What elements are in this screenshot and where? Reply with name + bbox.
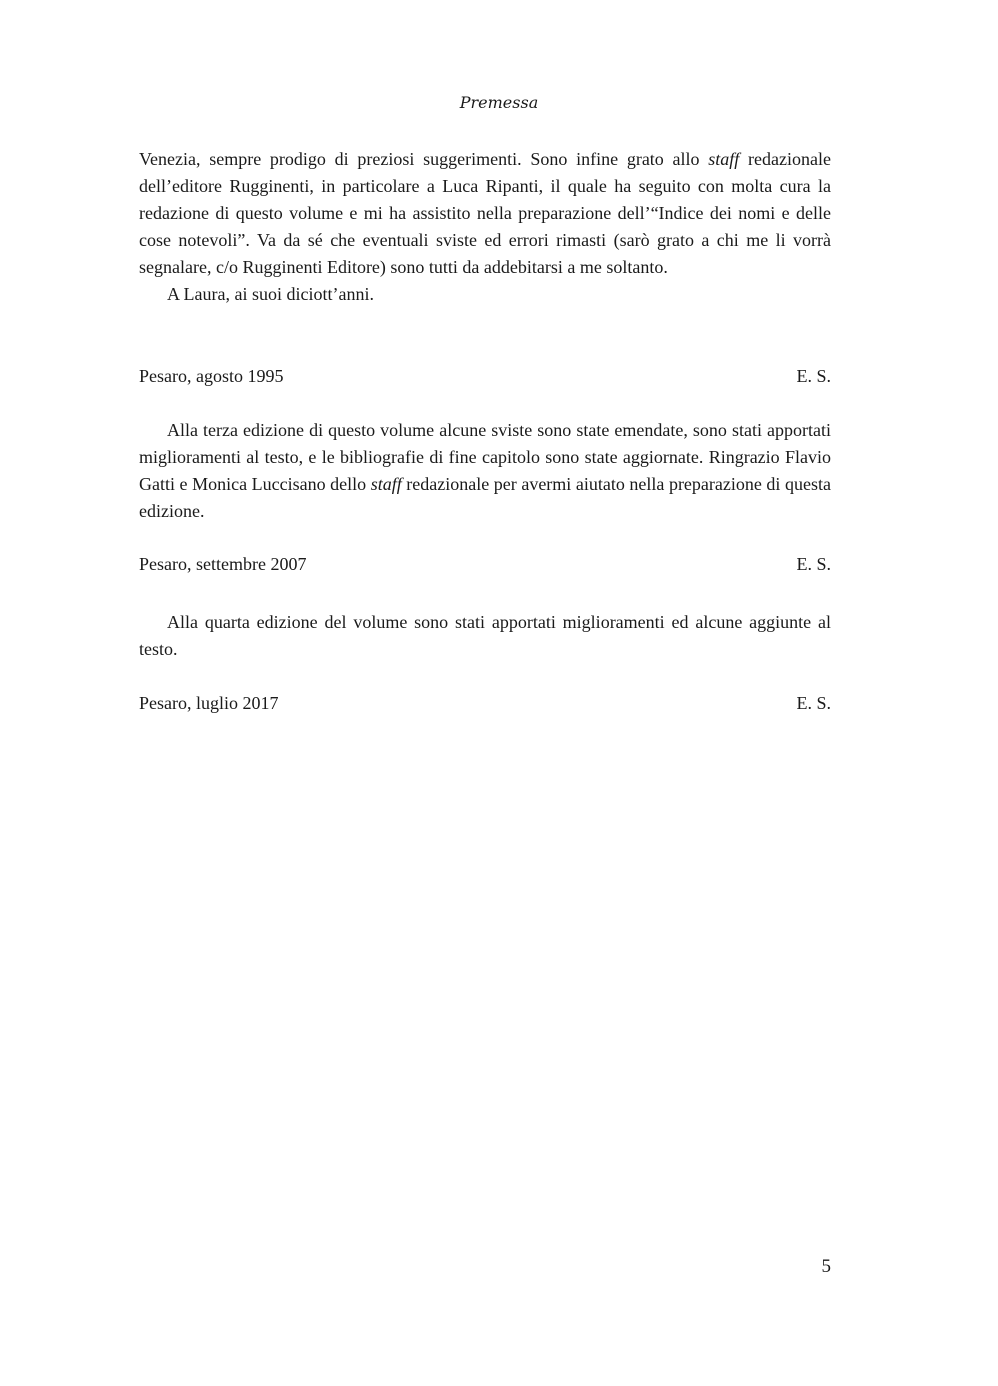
signature-line-1995 (139, 363, 831, 390)
signature-initials: E. S. (796, 366, 831, 386)
paragraph-text: Venezia, sempre prodigo di preziosi suggerimenti. Sono infine grato allo (139, 149, 709, 169)
section-2 (139, 417, 831, 525)
italic-word: staff (370, 474, 402, 494)
signature-line-2007 (139, 551, 831, 578)
signature-initials: E. S. (796, 554, 831, 574)
page-number: 5 (821, 1256, 831, 1277)
paragraph-acknowledgements (139, 146, 831, 281)
paragraph-fourth-edition: Alla quarta edizione del volume sono stati apportati miglioramenti ed alcune aggiunte al testo. (139, 612, 831, 659)
paragraph-text: redazionale dell’editore Rugginenti, in particolare a Luca Ripanti, il quale ha seguito con molta cura la redazione di questo volume e mi ha assistito nella preparazione dell’“Indice dei nomi e delle cose notevoli”. Va da sé che eventuali sviste ed errori rimasti (sarò grato a chi me li vorrà segnalare, c/o Rugginenti Editore) sono tutti da addebitarsi a me soltanto. (139, 149, 831, 277)
paragraph-third-edition (139, 417, 831, 525)
signature-initials: E. S. (796, 693, 831, 713)
paragraph-text: redazionale per avermi aiutato nella preparazione di questa edizione. (139, 474, 831, 521)
running-head: Premessa (459, 93, 539, 112)
paragraph-dedication: A Laura, ai suoi diciott’anni. (167, 284, 374, 304)
signature-place-date: Pesaro, luglio 2017 (139, 693, 279, 713)
signature-line-2017 (139, 690, 831, 717)
section-3 (139, 609, 831, 663)
signature-place-date: Pesaro, settembre 2007 (139, 554, 307, 574)
signature-place-date: Pesaro, agosto 1995 (139, 366, 284, 386)
section-1 (139, 146, 831, 308)
italic-word: staff (708, 149, 740, 169)
paragraph-text: Alla terza edizione di questo volume alcune sviste sono state emendate, sono stati apportati miglioramenti al testo, e le bibliografie di fine capitolo sono state aggiornate. Ringrazio Flavio Gatti e Monica Luccisano dello (139, 420, 831, 494)
